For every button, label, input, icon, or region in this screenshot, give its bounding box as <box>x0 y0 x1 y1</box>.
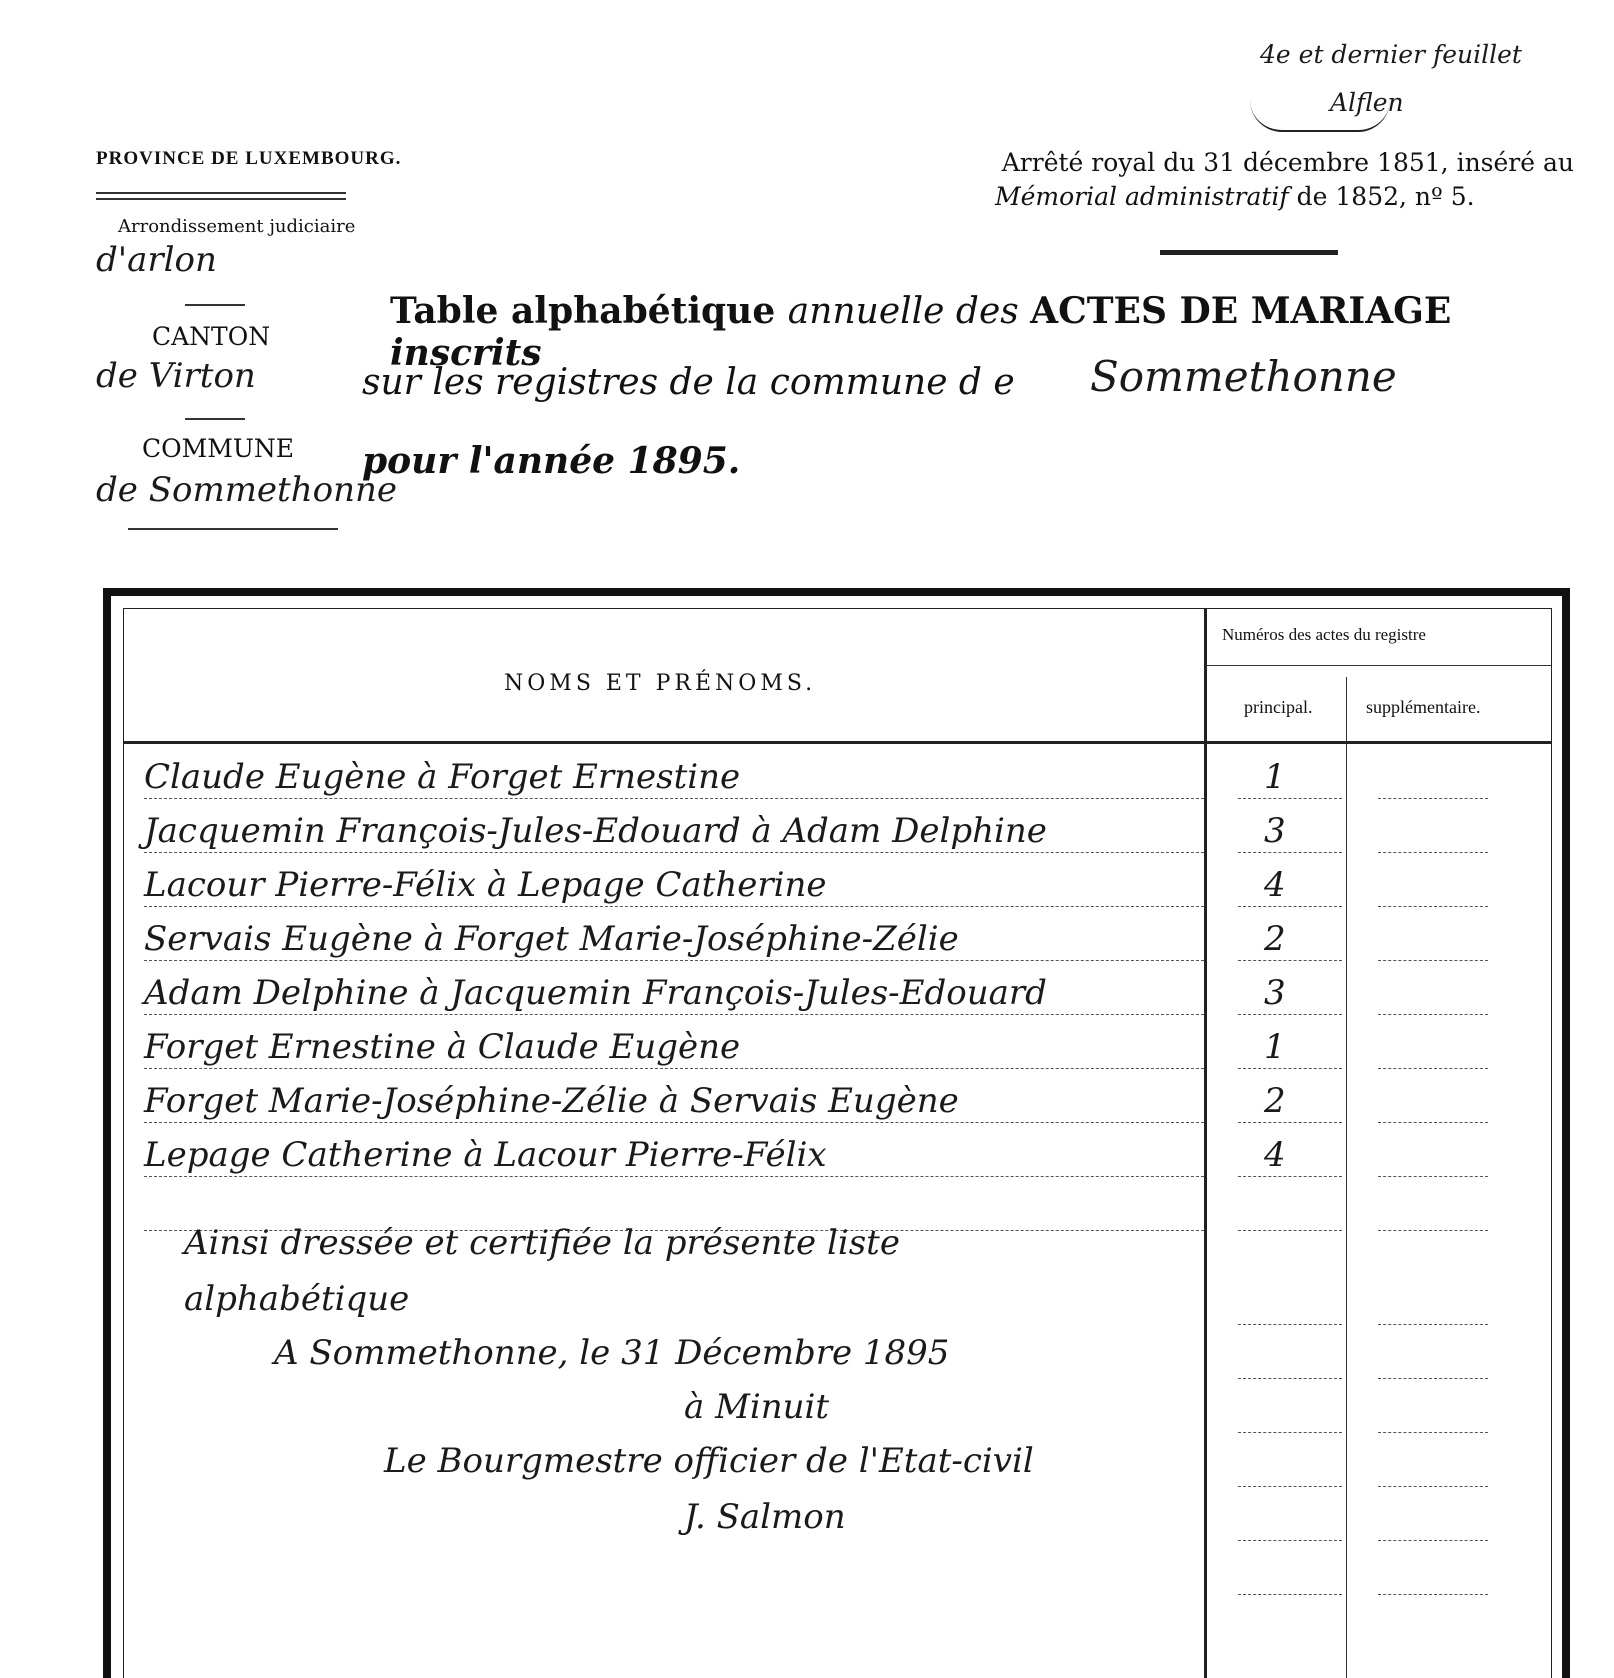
title-part-4: inscrits <box>390 332 542 374</box>
principal-rule <box>1238 1540 1342 1541</box>
certification-line-1: Ainsi dressée et certifiée la présente liste <box>184 1223 900 1263</box>
certification-line-5: Le Bourgmestre officier de l'Etat-civil <box>384 1441 1034 1481</box>
row-rule <box>144 852 1204 853</box>
row-name: Forget Ernestine à Claude Eugène <box>144 1027 741 1067</box>
decree-line-2 <box>995 182 1475 211</box>
row-principal: 2 <box>1264 1081 1286 1121</box>
table-row-empty <box>144 1437 1551 1489</box>
commune-label: COMMUNE <box>142 434 295 463</box>
supplementaire-rule <box>1378 1378 1488 1379</box>
principal-rule <box>1238 1594 1342 1595</box>
row-rule <box>144 798 1204 799</box>
principal-rule <box>1238 960 1342 961</box>
arrondissement-label: Arrondissement judiciaire <box>118 216 356 237</box>
row-rule <box>144 1014 1204 1015</box>
supplementaire-rule <box>1378 1540 1488 1541</box>
row-principal: 4 <box>1264 1135 1286 1175</box>
commune-value: de Sommethonne <box>96 470 398 510</box>
row-principal: 1 <box>1264 757 1286 797</box>
arrondissement-value: d'arlon <box>96 240 217 280</box>
supplementaire-rule <box>1378 1068 1488 1069</box>
principal-rule <box>1238 1486 1342 1487</box>
title-part-2: annuelle des <box>787 291 1031 332</box>
header-principal: principal. <box>1244 697 1313 717</box>
principal-rule <box>1238 852 1342 853</box>
row-principal: 1 <box>1264 1027 1286 1067</box>
supplementaire-rule <box>1378 1230 1488 1231</box>
title-part-3: ACTES DE MARIAGE <box>1030 290 1452 332</box>
principal-rule <box>1238 1324 1342 1325</box>
heavy-rule <box>1160 250 1338 255</box>
certification-line-4: à Minuit <box>684 1387 830 1427</box>
table-row <box>144 1073 1551 1125</box>
row-name: Adam Delphine à Jacquemin François-Jules-Edouard <box>144 973 1047 1013</box>
table-row <box>144 1019 1551 1071</box>
table-row-empty <box>144 1329 1551 1381</box>
row-rule <box>144 960 1204 961</box>
register-table <box>103 588 1570 1678</box>
row-name: Lacour Pierre-Félix à Lepage Catherine <box>144 865 827 905</box>
register-inner-frame <box>123 608 1552 1678</box>
row-principal: 4 <box>1264 865 1286 905</box>
supplementaire-rule <box>1378 1486 1488 1487</box>
top-note-signature: Alflen <box>1330 88 1404 117</box>
header-bottom-rule <box>124 741 1551 744</box>
canton-value: de Virton <box>96 356 256 396</box>
principal-rule <box>1238 1378 1342 1379</box>
supplementaire-rule <box>1378 1014 1488 1015</box>
row-rule <box>144 1176 1204 1177</box>
table-row <box>144 857 1551 909</box>
certification-line-2: alphabétique <box>184 1279 410 1319</box>
principal-rule <box>1238 798 1342 799</box>
table-row-empty <box>144 1545 1551 1597</box>
table-row <box>144 911 1551 963</box>
divider <box>185 418 245 420</box>
certification-signature: J. Salmon <box>684 1497 846 1537</box>
row-principal: 3 <box>1264 811 1286 851</box>
principal-rule <box>1238 1176 1342 1177</box>
header-names: NOMS ET PRÉNOMS. <box>504 671 817 696</box>
supplementaire-rule <box>1378 1122 1488 1123</box>
title-part-1: Table alphabétique <box>390 290 788 332</box>
supplementaire-rule <box>1378 1432 1488 1433</box>
row-name: Servais Eugène à Forget Marie-Joséphine-Zélie <box>144 919 959 959</box>
table-row <box>144 803 1551 855</box>
divider <box>128 528 338 530</box>
supplementaire-rule <box>1378 1324 1488 1325</box>
table-row-empty <box>144 1383 1551 1435</box>
row-rule <box>144 906 1204 907</box>
principal-rule <box>1238 1122 1342 1123</box>
certification-line-3: A Sommethonne, le 31 Décembre 1895 <box>274 1333 950 1373</box>
decree-line-1: Arrêté royal du 31 décembre 1851, inséré au <box>1001 148 1574 177</box>
table-row <box>144 1127 1551 1179</box>
double-divider <box>96 192 346 200</box>
title-line-3: pour l'année 1895. <box>362 440 741 482</box>
table-row-empty <box>144 1491 1551 1543</box>
table-row <box>144 749 1551 801</box>
principal-rule <box>1238 906 1342 907</box>
row-name: Forget Marie-Joséphine-Zélie à Servais Eugène <box>144 1081 959 1121</box>
table-row <box>144 965 1551 1017</box>
row-name: Claude Eugène à Forget Ernestine <box>144 757 741 797</box>
principal-rule <box>1238 1014 1342 1015</box>
principal-rule <box>1238 1230 1342 1231</box>
supplementaire-rule <box>1378 906 1488 907</box>
province-label: PROVINCE DE LUXEMBOURG. <box>96 148 402 169</box>
table-row-empty <box>144 1275 1551 1327</box>
row-name: Jacquemin François-Jules-Edouard à Adam Delphine <box>144 811 1047 851</box>
top-note: 4e et dernier feuillet <box>1260 40 1522 69</box>
supplementaire-rule <box>1378 798 1488 799</box>
row-rule <box>144 1122 1204 1123</box>
title-line-2: sur les registres de la commune d e <box>362 362 1015 403</box>
supplementaire-rule <box>1378 960 1488 961</box>
principal-rule <box>1238 1068 1342 1069</box>
row-rule <box>144 1068 1204 1069</box>
canton-label: CANTON <box>152 322 271 351</box>
header-subdivider <box>1206 665 1551 666</box>
header-supplementaire: supplémentaire. <box>1366 697 1481 717</box>
row-principal: 2 <box>1264 919 1286 959</box>
decree-memorial: Mémorial administratif <box>995 182 1289 211</box>
supplementaire-rule <box>1378 1176 1488 1177</box>
supplementaire-rule <box>1378 852 1488 853</box>
signature-flourish <box>1250 100 1390 132</box>
row-principal: 3 <box>1264 973 1286 1013</box>
title-commune-handwritten: Sommethonne <box>1090 352 1397 401</box>
header-numbers: Numéros des actes du registre <box>1222 625 1426 644</box>
supplementaire-rule <box>1378 1594 1488 1595</box>
principal-rule <box>1238 1432 1342 1433</box>
row-name: Lepage Catherine à Lacour Pierre-Félix <box>144 1135 827 1175</box>
divider <box>185 304 245 306</box>
decree-rest: de 1852, nº 5. <box>1288 182 1475 211</box>
